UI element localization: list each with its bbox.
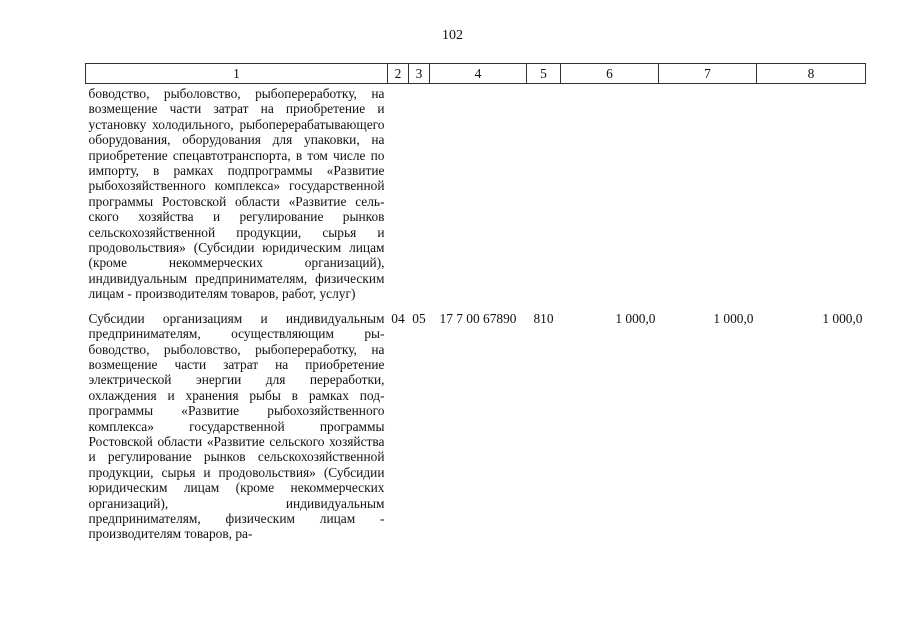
row-name: Субсидии организациям и индивидуальным предпринимателям, осуществляющим рыбоводство, рыболовство, рыбопереработку, на возмещение части затрат на приобретение электрической энергии для переработки, охлаждения и хранения рыбы в рамках подпрограммы «Развитие рыбохозяйственного комплекса» государственной программы Ростовской области «Развитие сельского хозяйства и регулирование рынков сельскохозяйственной продукции, сырья и продовольствия» (Субсидии юридическим лицам (кроме некоммерческих организаций), индивидуальным предпринимателям, физическим лицам - производителям товаров, ра- — [88, 310, 385, 542]
row-amount-3: 1 000,0 — [822, 310, 863, 326]
header-col-4: 4 — [430, 64, 527, 84]
header-col-6: 6 — [561, 64, 659, 84]
row-section: 04 — [391, 310, 405, 326]
row-name: боводство, рыболовство, рыбопереработку, на возмещение части затрат на приобретение и установку холодильного, рыбоперерабатывающего оборудования, оборудования для упаковки, на приобретение спецавтотранспорта, в том числе по импорту, в рамках подпрограммы «Развитие рыбохозяйственного комплекса» государственной программы Ростовской области «Развитие сельского хозяйства и регулирование рынков сельскохозяйственной продукции, сырья и продовольствия» (Субсидии юридическим лицам (кроме некоммерческих организаций), индивидуальным предпринимателям, физическим лицам - производителям товаров, работ, услуг) — [88, 86, 385, 302]
header-col-1: 1 — [86, 64, 388, 84]
header-col-7: 7 — [659, 64, 757, 84]
row-expense-type: 810 — [533, 310, 554, 326]
row-amount-3 — [757, 84, 866, 309]
row-subsection: 05 — [412, 310, 426, 326]
budget-table — [85, 63, 866, 542]
row-target-code — [430, 84, 527, 309]
row-target-code: 17 7 00 67890 — [439, 310, 517, 326]
header-col-8: 8 — [757, 64, 866, 84]
table-row — [86, 309, 866, 542]
header-col-2: 2 — [388, 64, 409, 84]
header-row — [86, 64, 866, 84]
table-header — [86, 64, 866, 84]
header-col-5: 5 — [527, 64, 561, 84]
row-subsection — [409, 84, 430, 309]
table-row — [86, 84, 866, 309]
header-col-3: 3 — [409, 64, 430, 84]
row-section — [388, 84, 409, 309]
row-amount-2 — [659, 84, 757, 309]
row-amount-1: 1 000,0 — [615, 310, 656, 326]
page-number: 102 — [442, 28, 463, 43]
row-expense-type — [527, 84, 561, 309]
row-amount-1 — [561, 84, 659, 309]
row-amount-2: 1 000,0 — [713, 310, 754, 326]
